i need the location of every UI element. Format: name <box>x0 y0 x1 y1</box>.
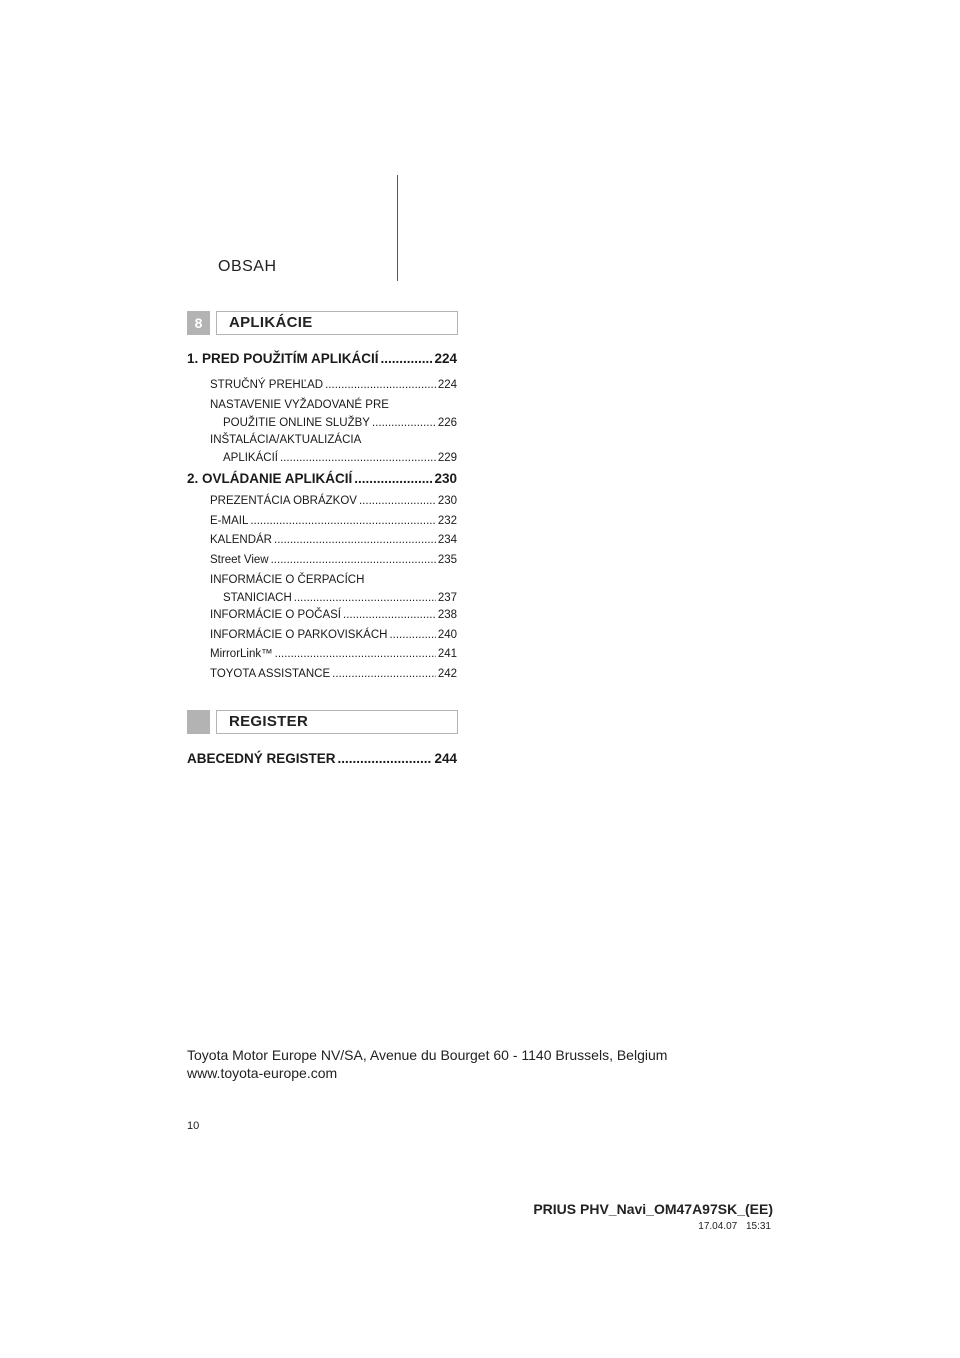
toc-page-number: 244 <box>434 751 457 766</box>
section-label-box <box>216 311 458 335</box>
toc-leader-dots <box>338 751 433 766</box>
toc-leader-dots <box>275 645 436 663</box>
page-number: 10 <box>187 1120 200 1132</box>
toc-item-title: INFORMÁCIE O ČERPACÍCH <box>210 574 365 586</box>
page-title: OBSAH <box>218 258 277 275</box>
toc-page-number: 224 <box>434 351 457 366</box>
toc-page-number: 234 <box>437 534 457 546</box>
toc-item[interactable] <box>210 512 457 530</box>
toc-chapter-title: 2. OVLÁDANIE APLIKÁCIÍ <box>187 471 353 486</box>
toc-item[interactable] <box>210 665 457 683</box>
toc-chapter-title: ABECEDNÝ REGISTER <box>187 751 336 766</box>
toc-leader-dots <box>271 551 436 569</box>
toc-leader-dots <box>359 492 436 510</box>
toc-item-title: INFORMÁCIE O POČASÍ <box>210 609 341 621</box>
toc-item-title: MirrorLink™ <box>210 648 273 660</box>
toc-page-number: 240 <box>437 629 457 641</box>
toc-item-title: E-MAIL <box>210 515 249 527</box>
toc-page-number: 235 <box>437 554 457 566</box>
toc-page-number: 241 <box>437 648 457 660</box>
toc-item[interactable] <box>210 531 457 549</box>
toc-index[interactable] <box>187 751 457 766</box>
toc-item[interactable] <box>210 571 457 607</box>
section-number: 8 <box>187 311 210 335</box>
toc-item[interactable] <box>210 551 457 569</box>
toc-item-title: PREZENTÁCIA OBRÁZKOV <box>210 495 357 507</box>
toc-leader-dots <box>343 606 436 624</box>
toc-page-number: 229 <box>437 452 457 464</box>
toc-leader-dots <box>381 351 433 366</box>
toc-leader-dots <box>332 665 436 683</box>
toc-item-title: STRUČNÝ PREHĽAD <box>210 379 324 391</box>
toc-item-title: KALENDÁR <box>210 534 272 546</box>
toc-page-number: 224 <box>437 379 457 391</box>
section-label-box <box>216 710 458 734</box>
publisher-address-block <box>187 1046 667 1082</box>
toc-leader-dots <box>274 531 436 549</box>
document-date: 17.04.07 15:31 <box>698 1221 771 1232</box>
toc-chapter-1[interactable] <box>187 351 457 366</box>
toc-item[interactable] <box>210 396 457 432</box>
toc-item-title: NASTAVENIE VYŽADOVANÉ PRE <box>210 399 389 411</box>
toc-item-title-continued: APLIKÁCIÍ <box>223 452 278 464</box>
section-header-applications <box>187 311 457 335</box>
publisher-website: www.toyota-europe.com <box>187 1065 338 1081</box>
toc-item-title: INŠTALÁCIA/AKTUALIZÁCIA <box>210 434 362 446</box>
document-code: PRIUS PHV_Navi_OM47A97SK_(EE) <box>533 1201 773 1217</box>
toc-page-number: 230 <box>434 471 457 486</box>
toc-item[interactable] <box>210 376 457 394</box>
toc-leader-dots <box>372 414 436 432</box>
toc-item[interactable] <box>210 645 457 663</box>
toc-item[interactable] <box>210 606 457 624</box>
toc-leader-dots <box>280 449 436 467</box>
section-label: REGISTER <box>229 713 309 730</box>
header-divider <box>397 175 398 281</box>
toc-leader-dots <box>250 512 435 530</box>
section-label: APLIKÁCIE <box>229 314 313 331</box>
toc-item[interactable] <box>210 626 457 644</box>
toc-item-title: TOYOTA ASSISTANCE <box>210 668 331 680</box>
toc-page-number: 232 <box>437 515 457 527</box>
toc-page-number: 226 <box>437 417 457 429</box>
toc-item-title-continued: STANICIACH <box>223 592 292 604</box>
section-header-register <box>187 710 457 734</box>
toc-leader-dots <box>294 589 436 607</box>
toc-item-title: Street View <box>210 554 269 566</box>
toc-leader-dots <box>325 376 436 394</box>
toc-leader-dots <box>389 626 435 644</box>
toc-page-number: 237 <box>437 592 457 604</box>
toc-item-title-continued: POUŽITIE ONLINE SLUŽBY <box>223 417 370 429</box>
toc-page-number: 230 <box>437 495 457 507</box>
section-number <box>187 710 210 734</box>
toc-item[interactable] <box>210 492 457 510</box>
toc-chapter-2[interactable] <box>187 471 457 486</box>
toc-page-number: 242 <box>437 668 457 680</box>
toc-chapter-title: 1. PRED POUŽITÍM APLIKÁCIÍ <box>187 351 379 366</box>
toc-item-title: INFORMÁCIE O PARKOVISKÁCH <box>210 629 388 641</box>
toc-leader-dots <box>354 471 432 486</box>
toc-item[interactable] <box>210 431 457 467</box>
toc-page-number: 238 <box>437 609 457 621</box>
publisher-address: Toyota Motor Europe NV/SA, Avenue du Bourget 60 - 1140 Brussels, Belgium <box>187 1047 668 1063</box>
